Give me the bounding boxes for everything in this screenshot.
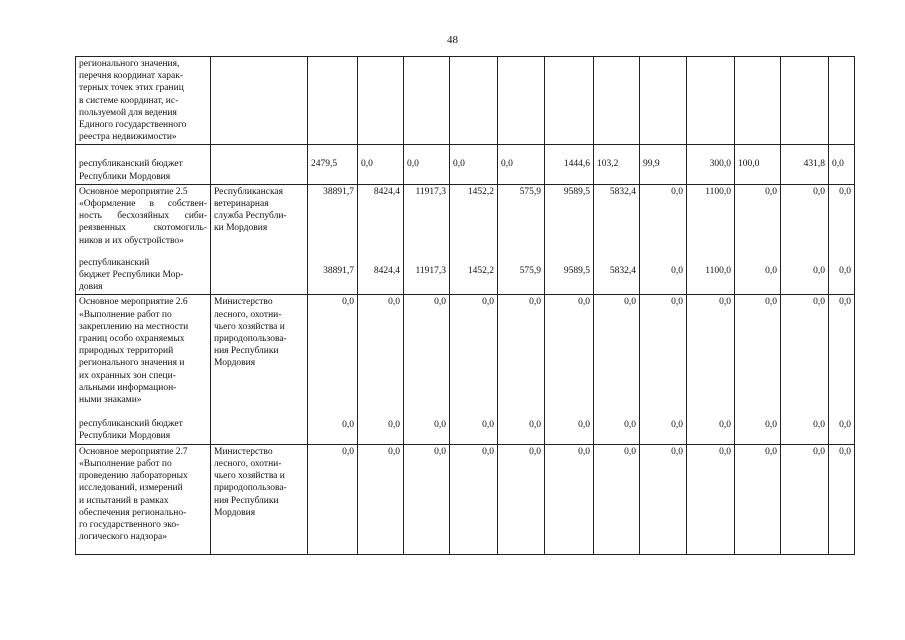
value-cell (498, 184, 545, 295)
value-text: 0,0 (342, 419, 354, 430)
value-text: 0,0 (624, 446, 636, 457)
value-cell (545, 295, 594, 444)
value-text: 0,0 (578, 446, 590, 457)
value-text: 0,0 (719, 446, 731, 457)
value-text: 0,0 (434, 446, 446, 457)
value-cell (735, 57, 781, 145)
value-text: 2479,5 (311, 159, 338, 170)
value-cell (308, 57, 358, 145)
row-name-line: ников и их обустройство» (79, 235, 184, 246)
value-cell (498, 295, 545, 444)
value-text: 0,0 (813, 446, 825, 457)
value-text: 9589,5 (563, 186, 590, 197)
row-name-line: «Выполнение работ по (79, 458, 172, 469)
value-text: 0,0 (765, 186, 777, 197)
value-cell (404, 57, 450, 145)
table-row (76, 184, 855, 295)
value-cell (829, 57, 855, 145)
value-cell (498, 145, 545, 184)
value-cell (829, 184, 855, 295)
value-text: 0,0 (671, 297, 683, 308)
executor-line: чьего хозяйства и (214, 321, 285, 332)
executor-line: природопользова- (214, 334, 287, 345)
executor-line: ветеринарная (214, 199, 269, 210)
row-name-line: перечня координат харак- (79, 71, 183, 82)
row-name-line: логического надзора» (79, 532, 168, 543)
value-cell (404, 145, 450, 184)
value-text: 0,0 (671, 186, 683, 197)
value-text: 0,0 (388, 446, 400, 457)
value-cell (687, 295, 735, 444)
value-text: 0,0 (839, 266, 851, 277)
row-name-line: ность бесхозяйных сиби- (79, 211, 207, 222)
value-cell (545, 444, 594, 555)
value-cell (545, 57, 594, 145)
value-cell (594, 57, 640, 145)
value-text: 0,0 (719, 297, 731, 308)
value-text: 9589,5 (563, 266, 590, 277)
value-cell (640, 184, 687, 295)
row-name-cell (76, 444, 211, 555)
value-text: 0,0 (342, 297, 354, 308)
value-cell (594, 444, 640, 555)
row-name-line: реестра недвижимости» (79, 132, 177, 143)
row-name-line: закреплению на местности (79, 321, 189, 332)
row-name-line: их охранных зон специ- (79, 370, 176, 381)
value-text: 0,0 (388, 419, 400, 430)
value-cell (358, 295, 404, 444)
row-name-line: Основное мероприятие 2.5 (79, 186, 188, 197)
executor-line: Министерство (214, 297, 273, 308)
value-cell (640, 57, 687, 145)
row-name-line: и испытаний в рамках (79, 495, 169, 506)
value-text: 0,0 (578, 297, 590, 308)
value-text: 8424,4 (373, 266, 400, 277)
value-cell (829, 444, 855, 555)
value-cell (450, 444, 498, 555)
value-cell (308, 184, 358, 295)
value-text: 1444,6 (563, 159, 590, 170)
value-text: 1100,0 (705, 186, 731, 197)
value-cell (450, 145, 498, 184)
value-text: 0,0 (839, 446, 851, 457)
row-name-line: Основное мероприятие 2.6 (79, 297, 188, 308)
executor-cell (211, 184, 308, 295)
value-cell (781, 444, 829, 555)
value-cell (735, 295, 781, 444)
value-cell (594, 145, 640, 184)
value-cell (404, 184, 450, 295)
value-cell (404, 444, 450, 555)
value-text: 11917,3 (415, 266, 446, 277)
row-name-line: Единого государственного (79, 120, 187, 131)
value-cell (358, 57, 404, 145)
row-name-line: обеспечения регионально- (79, 507, 187, 518)
value-text: 5832,4 (609, 266, 636, 277)
value-text: 575,9 (519, 266, 541, 277)
value-text: 0,0 (813, 297, 825, 308)
value-cell (594, 295, 640, 444)
executor-line: Мордовия (214, 358, 256, 369)
value-text: 0,0 (434, 297, 446, 308)
value-text: 1452,2 (467, 266, 494, 277)
row-name-line: довия (79, 282, 103, 293)
value-cell (781, 295, 829, 444)
value-text: 0,0 (434, 419, 446, 430)
table-row (76, 295, 855, 444)
value-text: 0,0 (453, 159, 465, 170)
executor-line: служба Республи- (214, 211, 287, 222)
row-name-line: Республики Мордовия (79, 431, 171, 442)
value-text: 0,0 (813, 419, 825, 430)
value-text: 1100,0 (705, 266, 731, 277)
executor-line: ния Республики (214, 346, 279, 357)
table-row (76, 444, 855, 555)
value-text: 0,0 (482, 446, 494, 457)
value-text: 0,0 (813, 186, 825, 197)
executor-line: природопользова- (214, 483, 287, 494)
value-cell (781, 57, 829, 145)
value-text: 0,0 (361, 159, 373, 170)
value-text: 0,0 (765, 266, 777, 277)
value-text: 0,0 (529, 419, 541, 430)
value-text: 99,9 (643, 159, 660, 170)
value-cell (735, 184, 781, 295)
row-name-line: регионального значения, (79, 59, 180, 69)
value-text: 0,0 (342, 446, 354, 457)
value-cell (781, 184, 829, 295)
value-text: 0,0 (839, 186, 851, 197)
value-cell (829, 295, 855, 444)
value-text: 5832,4 (609, 186, 636, 197)
value-cell (687, 184, 735, 295)
value-cell (308, 295, 358, 444)
value-cell (829, 145, 855, 184)
value-text: 100,0 (738, 159, 760, 170)
value-cell (545, 184, 594, 295)
executor-line: ки Мордовия (214, 223, 268, 234)
value-text: 0,0 (482, 297, 494, 308)
value-text: 0,0 (671, 446, 683, 457)
value-cell (450, 295, 498, 444)
row-name-line: исследований, измерений (79, 483, 183, 494)
value-text: 1452,2 (467, 186, 494, 197)
row-name-cell (76, 145, 211, 184)
page-number: 48 (447, 34, 458, 46)
table-row (76, 145, 855, 184)
row-name-line: республиканский (79, 257, 150, 268)
value-text: 0,0 (388, 297, 400, 308)
value-cell (640, 444, 687, 555)
executor-cell (211, 57, 308, 145)
value-text: 103,2 (597, 159, 619, 170)
value-cell (640, 145, 687, 184)
value-text: 0,0 (813, 266, 825, 277)
row-name-line: регионального значения и (79, 358, 185, 369)
executor-line: ния Республики (214, 495, 279, 506)
value-text: 0,0 (765, 297, 777, 308)
row-name-line: ными знаками» (79, 395, 142, 406)
row-name-line: терных точек этих границ (79, 83, 184, 94)
value-text: 0,0 (624, 297, 636, 308)
value-text: 0,0 (529, 297, 541, 308)
row-name-cell (76, 295, 211, 444)
value-cell (358, 145, 404, 184)
row-name-line: «Оформление в собствен- (79, 199, 207, 210)
row-name-line: границ особо охраняемых (79, 334, 185, 345)
row-name-line: проведению лабораторных (79, 471, 188, 482)
executor-cell (211, 145, 308, 184)
value-text: 0,0 (832, 159, 844, 170)
value-text: 0,0 (501, 159, 513, 170)
executor-line: лесного, охотни- (214, 458, 282, 469)
row-name-line: республиканский бюджет (79, 159, 183, 170)
value-text: 300,0 (709, 159, 731, 170)
budget-table (75, 56, 855, 555)
value-text: 575,9 (519, 186, 541, 197)
value-cell (687, 444, 735, 555)
value-text: 0,0 (839, 297, 851, 308)
value-text: 0,0 (671, 266, 683, 277)
value-cell (308, 145, 358, 184)
executor-line: Министерство (214, 446, 273, 457)
value-text: 0,0 (578, 419, 590, 430)
value-cell (735, 145, 781, 184)
value-text: 38891,7 (323, 186, 354, 197)
value-cell (640, 295, 687, 444)
value-text: 0,0 (529, 446, 541, 457)
value-text: 0,0 (765, 446, 777, 457)
value-text: 431,8 (803, 159, 825, 170)
row-name-line: «Выполнение работ по (79, 309, 172, 320)
value-cell (358, 184, 404, 295)
value-cell (687, 57, 735, 145)
value-cell (404, 295, 450, 444)
value-text: 0,0 (624, 419, 636, 430)
value-text: 0,0 (482, 419, 494, 430)
row-name-line: го государственного эко- (79, 519, 180, 530)
value-cell (498, 57, 545, 145)
value-text: 0,0 (765, 419, 777, 430)
executor-line: Республиканская (214, 186, 284, 197)
value-text: 11917,3 (415, 186, 446, 197)
row-name-line: республиканский бюджет (79, 419, 183, 430)
value-text: 0,0 (407, 159, 419, 170)
row-name-cell (76, 57, 211, 145)
row-name-line: альными информацион- (79, 382, 177, 393)
row-name-line: бюджет Республики Мор- (79, 270, 184, 281)
executor-line: чьего хозяйства и (214, 471, 285, 482)
value-cell (735, 444, 781, 555)
value-text: 8424,4 (373, 186, 400, 197)
value-cell (498, 444, 545, 555)
value-cell (687, 145, 735, 184)
executor-cell (211, 444, 308, 555)
executor-line: лесного, охотни- (214, 309, 282, 320)
table-row (76, 57, 855, 145)
row-name-line: Основное мероприятие 2.7 (79, 446, 188, 457)
value-text: 38891,7 (323, 266, 354, 277)
row-name-line: природных территорий (79, 346, 174, 357)
value-cell (781, 145, 829, 184)
row-name-line: в системе координат, ис- (79, 95, 179, 106)
value-cell (594, 184, 640, 295)
value-text: 0,0 (719, 419, 731, 430)
value-text: 0,0 (671, 419, 683, 430)
value-cell (308, 444, 358, 555)
row-name-line: реязвенных скотомогиль- (79, 223, 207, 234)
row-name-line: Республики Мордовия (79, 171, 171, 182)
executor-cell (211, 295, 308, 444)
value-text: 0,0 (839, 419, 851, 430)
row-name-cell (76, 184, 211, 295)
row-name-line: пользуемой для ведения (79, 107, 177, 118)
value-cell (450, 184, 498, 295)
value-cell (545, 145, 594, 184)
value-cell (358, 444, 404, 555)
executor-line: Мордовия (214, 507, 256, 518)
value-cell (450, 57, 498, 145)
